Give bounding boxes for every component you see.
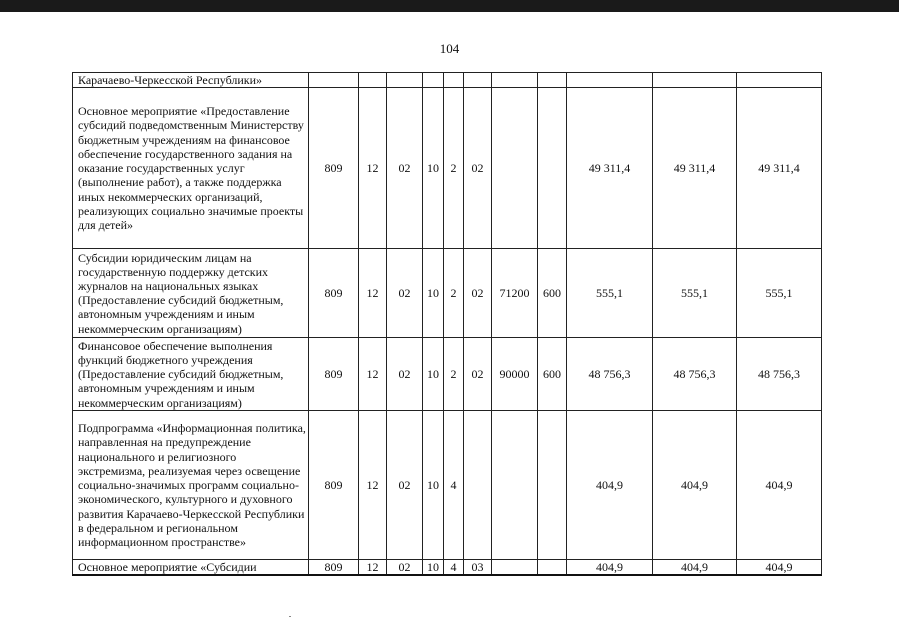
amount-3-cell: 555,1: [737, 249, 822, 338]
event-cell: 02: [464, 249, 492, 338]
program-cell: 10: [423, 249, 444, 338]
event-cell: 02: [464, 88, 492, 249]
amount-1-cell: 404,9: [567, 411, 653, 560]
table-row: [73, 338, 822, 411]
table-row: [73, 249, 822, 338]
subprogram-cell: 2: [444, 249, 464, 338]
amount-2-cell: 404,9: [653, 560, 737, 576]
subprogram-cell: [444, 73, 464, 88]
amount-1-cell: 49 311,4: [567, 88, 653, 249]
row-name-cell: Финансовое обеспечение выполнения функций бюджетного учреждения (Предоставление субсидий бюджетным, автономным учреждениям и иным некоммерческим организациям): [73, 338, 309, 411]
subprogram-cell: 4: [444, 560, 464, 576]
subprogram-cell: 2: [444, 88, 464, 249]
subprogram-cell: 4: [444, 411, 464, 560]
expense-type-cell: [538, 411, 567, 560]
expense-type-cell: [538, 73, 567, 88]
direction-cell: [492, 560, 538, 576]
expense-type-cell: [538, 88, 567, 249]
code-cell: 809: [309, 249, 359, 338]
direction-cell: 71200: [492, 249, 538, 338]
section-cell: 12: [359, 88, 387, 249]
code-cell: 809: [309, 411, 359, 560]
code-cell: [309, 73, 359, 88]
expense-type-cell: 600: [538, 249, 567, 338]
row-name-cell: Карачаево-Черкесской Республики»: [73, 73, 309, 88]
top-scan-border: [0, 0, 899, 12]
program-cell: 10: [423, 338, 444, 411]
table-row: [73, 73, 822, 88]
subprogram-cell: 2: [444, 338, 464, 411]
direction-cell: 90000: [492, 338, 538, 411]
direction-cell: [492, 411, 538, 560]
row-name-cell: Субсидии юридическим лицам на государственную поддержку детских журналов на национальных языках (Предоставление субсидий бюджетным, автономным учреждениям и иным некоммерческим организациям): [73, 249, 309, 338]
amount-2-cell: [653, 73, 737, 88]
section-cell: [359, 73, 387, 88]
amount-2-cell: 49 311,4: [653, 88, 737, 249]
table-row: [73, 88, 822, 249]
program-cell: 10: [423, 560, 444, 576]
section-cell: 12: [359, 338, 387, 411]
amount-3-cell: 49 311,4: [737, 88, 822, 249]
scan-speck: [289, 616, 291, 617]
program-cell: 10: [423, 88, 444, 249]
row-name-cell: Основное мероприятие «Субсидии: [73, 560, 309, 576]
code-cell: 809: [309, 560, 359, 576]
amount-1-cell: 555,1: [567, 249, 653, 338]
amount-3-cell: [737, 73, 822, 88]
expense-type-cell: [538, 560, 567, 576]
subsection-cell: 02: [387, 411, 423, 560]
amount-1-cell: [567, 73, 653, 88]
event-cell: [464, 411, 492, 560]
budget-table: [72, 72, 822, 576]
program-cell: 10: [423, 411, 444, 560]
subsection-cell: 02: [387, 338, 423, 411]
row-name-cell: Подпрограмма «Информационная политика, направленная на предупреждение национального и религиозного экстремизма, реализуемая через освещение социально-значимых программ социально-экономического, культурного и духовного развития Карачаево-Черкесской Республики в федеральном и региональном информационном пространстве»: [73, 411, 309, 560]
table-row: [73, 411, 822, 560]
page-number: 104: [439, 41, 460, 56]
direction-cell: [492, 73, 538, 88]
row-name-cell: Основное мероприятие «Предоставление субсидий подведомственным Министерству бюджетным учреждениям на финансовое обеспечение государственного задания на оказание государственных услуг (выполнение работ), а также поддержка иных некоммерческих организаций, реализующих социально значимые проекты для детей»: [73, 88, 309, 249]
table-row: [73, 560, 822, 576]
amount-3-cell: 48 756,3: [737, 338, 822, 411]
amount-2-cell: 48 756,3: [653, 338, 737, 411]
amount-1-cell: 404,9: [567, 560, 653, 576]
subsection-cell: 02: [387, 88, 423, 249]
event-cell: 02: [464, 338, 492, 411]
amount-3-cell: 404,9: [737, 560, 822, 576]
program-cell: [423, 73, 444, 88]
amount-2-cell: 555,1: [653, 249, 737, 338]
direction-cell: [492, 88, 538, 249]
expense-type-cell: 600: [538, 338, 567, 411]
subsection-cell: 02: [387, 560, 423, 576]
amount-1-cell: 48 756,3: [567, 338, 653, 411]
section-cell: 12: [359, 560, 387, 576]
code-cell: 809: [309, 338, 359, 411]
section-cell: 12: [359, 249, 387, 338]
amount-2-cell: 404,9: [653, 411, 737, 560]
event-cell: 03: [464, 560, 492, 576]
code-cell: 809: [309, 88, 359, 249]
event-cell: [464, 73, 492, 88]
subsection-cell: [387, 73, 423, 88]
subsection-cell: 02: [387, 249, 423, 338]
section-cell: 12: [359, 411, 387, 560]
amount-3-cell: 404,9: [737, 411, 822, 560]
